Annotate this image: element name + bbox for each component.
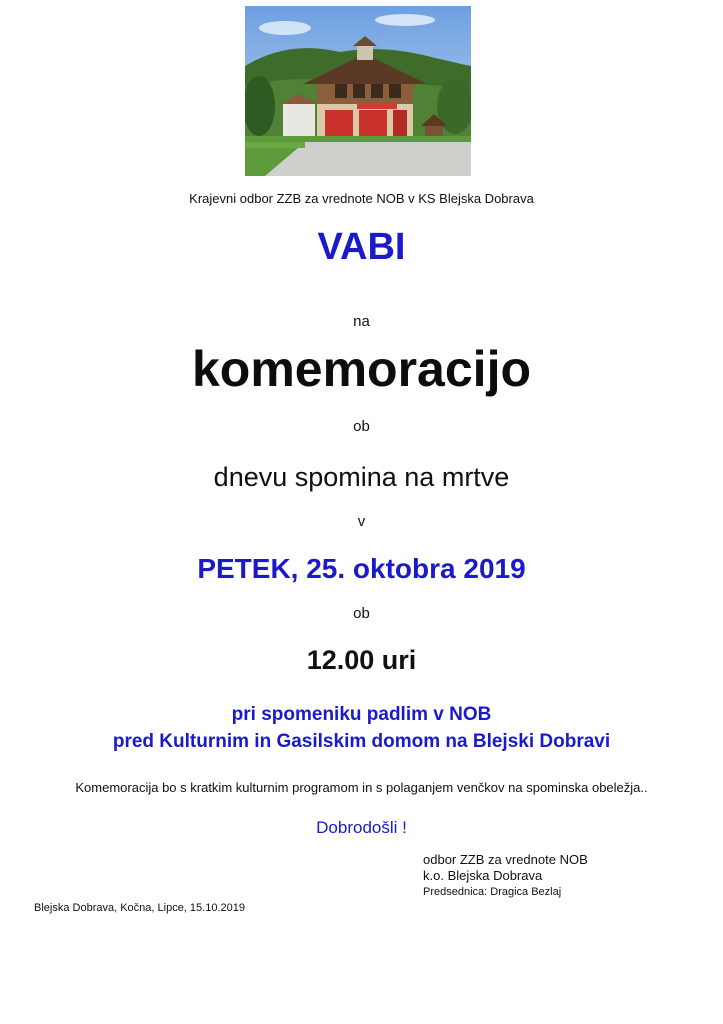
connector-ob-2: ob [353,605,370,622]
event-date: PETEK, 25. oktobra 2019 [197,553,526,584]
welcome-text: Dobrodošli ! [316,818,407,837]
program-description: Komemoracija bo s kratkim kulturnim programom in s polaganjem venčkov na spominska obeležja.. [75,780,648,795]
connector-v: v [357,513,366,530]
signature-line-1: odbor ZZB za vrednote NOB [423,852,588,867]
signature-line-2: k.o. Blejska Dobrava [423,868,543,883]
connector-ob-1: ob [353,418,370,435]
event-place-line-1: pri spomeniku padlim v NOB [231,704,492,725]
invite-heading: VABI [317,226,406,268]
event-title: komemoracijo [191,341,531,397]
event-place-line-2: pred Kulturnim in Gasilskim domom na Blejski Dobravi [112,731,611,752]
signature-line-3: Predsednica: Dragica Bezlaj [423,886,562,898]
signature-block [423,852,588,900]
place-and-date: Blejska Dobrava, Kočna, Lipce, 15.10.2019 [34,902,245,914]
fire-station-photo [245,6,471,176]
event-time: 12.00 uri [306,645,417,675]
occasion-text: dnevu spomina na mrtve [213,462,510,492]
fire-station-building-illustration [245,6,471,176]
organizer-line: Krajevni odbor ZZB za vrednote NOB v KS Blejska Dobrava [189,191,534,206]
connector-na: na [353,313,370,330]
